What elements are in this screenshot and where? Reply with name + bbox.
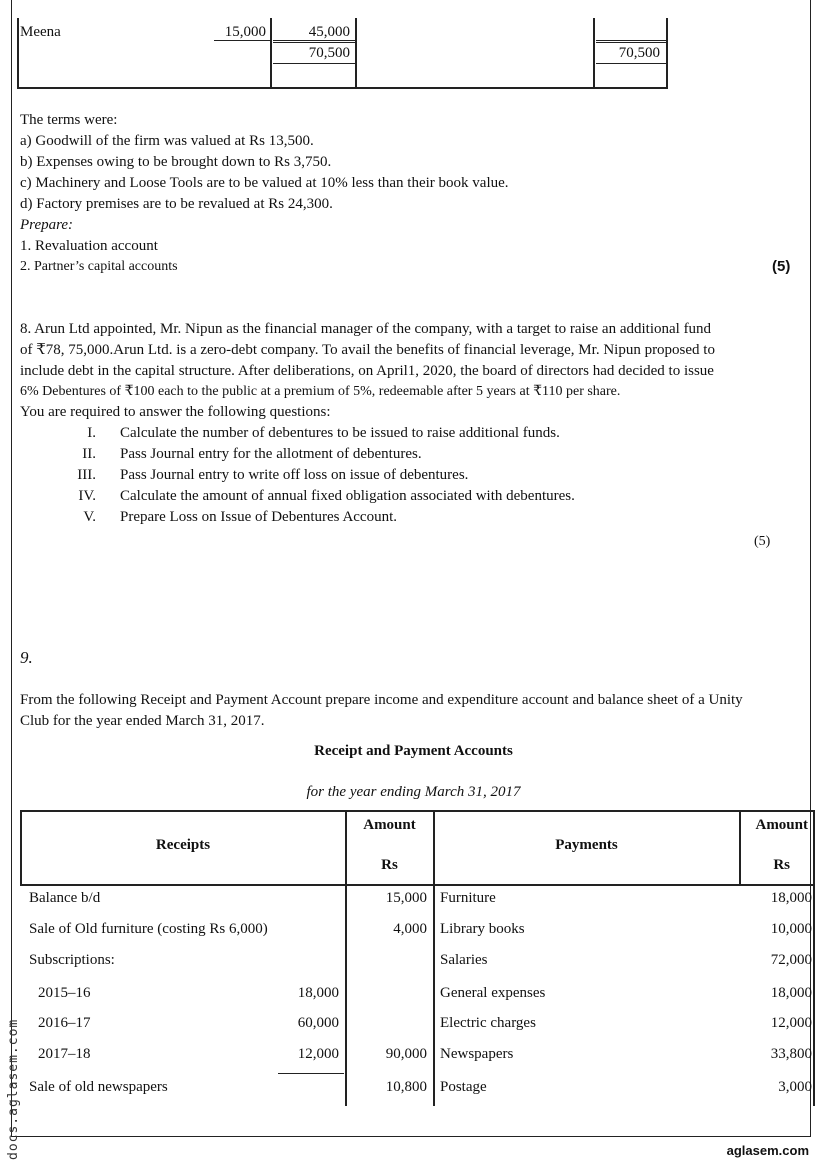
- paragraph-line: of ₹78, 75,000.Arun Ltd. is a zero-debt company. To avail the benefits of financial leverage, Mr. Nipun proposed to: [20, 342, 715, 358]
- question-number: II.: [82, 446, 96, 462]
- table-cell: 15,000: [224, 24, 266, 40]
- question-text: Prepare Loss on Issue of Debentures Account.: [120, 509, 398, 525]
- question-number: 9.: [20, 648, 33, 667]
- payment-item: Furniture: [440, 890, 496, 906]
- payment-item: General expenses: [440, 985, 546, 1001]
- receipt-item: Balance b/d: [29, 890, 101, 906]
- subscription-amount: 18,000: [297, 985, 339, 1001]
- paragraph-line: From the following Receipt and Payment Account prepare income and expenditure account and balance sheet of a Unity: [20, 692, 743, 708]
- payment-item: Library books: [440, 921, 525, 937]
- receipt-item: Subscriptions:: [29, 952, 115, 968]
- term-item: c) Machinery and Loose Tools are to be valued at 10% less than their book value.: [20, 175, 509, 191]
- paragraph-line: 6% Debentures of ₹100 each to the public at a premium of 5%, redeemable after 5 years at ₹110 per share.: [20, 384, 621, 399]
- table-cell: 45,000: [308, 24, 350, 40]
- question-text: Pass Journal entry for the allotment of debentures.: [120, 446, 422, 462]
- payment-amount: 12,000: [770, 1015, 812, 1031]
- receipt-amount: 90,000: [385, 1046, 427, 1062]
- header-amount: Amount: [755, 817, 808, 833]
- payment-amount: 72,000: [770, 952, 812, 968]
- question-text: Calculate the number of debentures to be issued to raise additional funds.: [120, 425, 560, 441]
- prepare-item: 2. Partner’s capital accounts: [20, 259, 178, 274]
- header-rs: Rs: [381, 857, 398, 873]
- term-item: b) Expenses owing to be brought down to Rs 3,750.: [20, 154, 332, 170]
- paragraph-line: Club for the year ended March 31, 2017.: [20, 713, 265, 729]
- question-number: III.: [77, 467, 96, 483]
- payment-amount: 10,000: [770, 921, 812, 937]
- receipt-amount: 15,000: [385, 890, 427, 906]
- question-number: V.: [83, 509, 96, 525]
- payment-item: Newspapers: [440, 1046, 514, 1062]
- subscription-amount: 12,000: [297, 1046, 339, 1062]
- payment-item: Salaries: [440, 952, 488, 968]
- header-receipts: Receipts: [155, 837, 211, 853]
- payment-item: Electric charges: [440, 1015, 536, 1031]
- marks-label: (5): [772, 258, 791, 275]
- footer-brand: aglasem.com: [726, 1143, 809, 1158]
- terms-intro: The terms were:: [20, 112, 118, 128]
- prepare-item: 1. Revaluation account: [20, 238, 158, 254]
- payment-amount: 33,800: [770, 1046, 812, 1062]
- marks-label: (5): [754, 534, 771, 549]
- question-text: Calculate the amount of annual fixed obligation associated with debentures.: [120, 488, 575, 504]
- receipt-amount: 10,800: [385, 1079, 427, 1095]
- payment-amount: 18,000: [770, 890, 812, 906]
- term-item: d) Factory premises are to be revalued at Rs 24,300.: [20, 196, 333, 212]
- table-subtitle: for the year ending March 31, 2017: [306, 784, 521, 800]
- question-number: I.: [87, 425, 96, 441]
- receipt-item: 2016–17: [38, 1015, 91, 1031]
- watermark: docs.aglasem.com: [6, 1018, 21, 1160]
- header-rs: Rs: [773, 857, 790, 873]
- question-number: IV.: [78, 488, 96, 504]
- paragraph-line: 8. Arun Ltd appointed, Mr. Nipun as the financial manager of the company, with a target to raise an additional fund: [20, 321, 712, 337]
- header-amount: Amount: [363, 817, 416, 833]
- paragraph-line: include debt in the capital structure. After deliberations, on April1, 2020, the board of directors had decided to issue: [20, 363, 714, 379]
- payment-item: Postage: [440, 1079, 487, 1095]
- payment-amount: 18,000: [770, 985, 812, 1001]
- table-cell: 70,500: [308, 45, 350, 61]
- term-item: a) Goodwill of the firm was valued at Rs 13,500.: [20, 133, 314, 149]
- table-title: Receipt and Payment Accounts: [314, 743, 513, 759]
- table-row-name: Meena: [20, 24, 61, 40]
- subscription-amount: 60,000: [297, 1015, 339, 1031]
- payment-amount: 3,000: [778, 1079, 812, 1095]
- table-cell: 70,500: [618, 45, 660, 61]
- receipt-item: Sale of Old furniture (costing Rs 6,000): [29, 921, 268, 937]
- paragraph-line: You are required to answer the following questions:: [20, 404, 331, 420]
- receipt-item: 2017–18: [38, 1046, 91, 1062]
- receipt-item: 2015–16: [38, 985, 91, 1001]
- prepare-label: Prepare:: [20, 217, 74, 233]
- header-payments: Payments: [555, 837, 618, 853]
- question-text: Pass Journal entry to write off loss on issue of debentures.: [120, 467, 469, 483]
- receipt-amount: 4,000: [393, 921, 427, 937]
- receipt-item: Sale of old newspapers: [29, 1079, 168, 1095]
